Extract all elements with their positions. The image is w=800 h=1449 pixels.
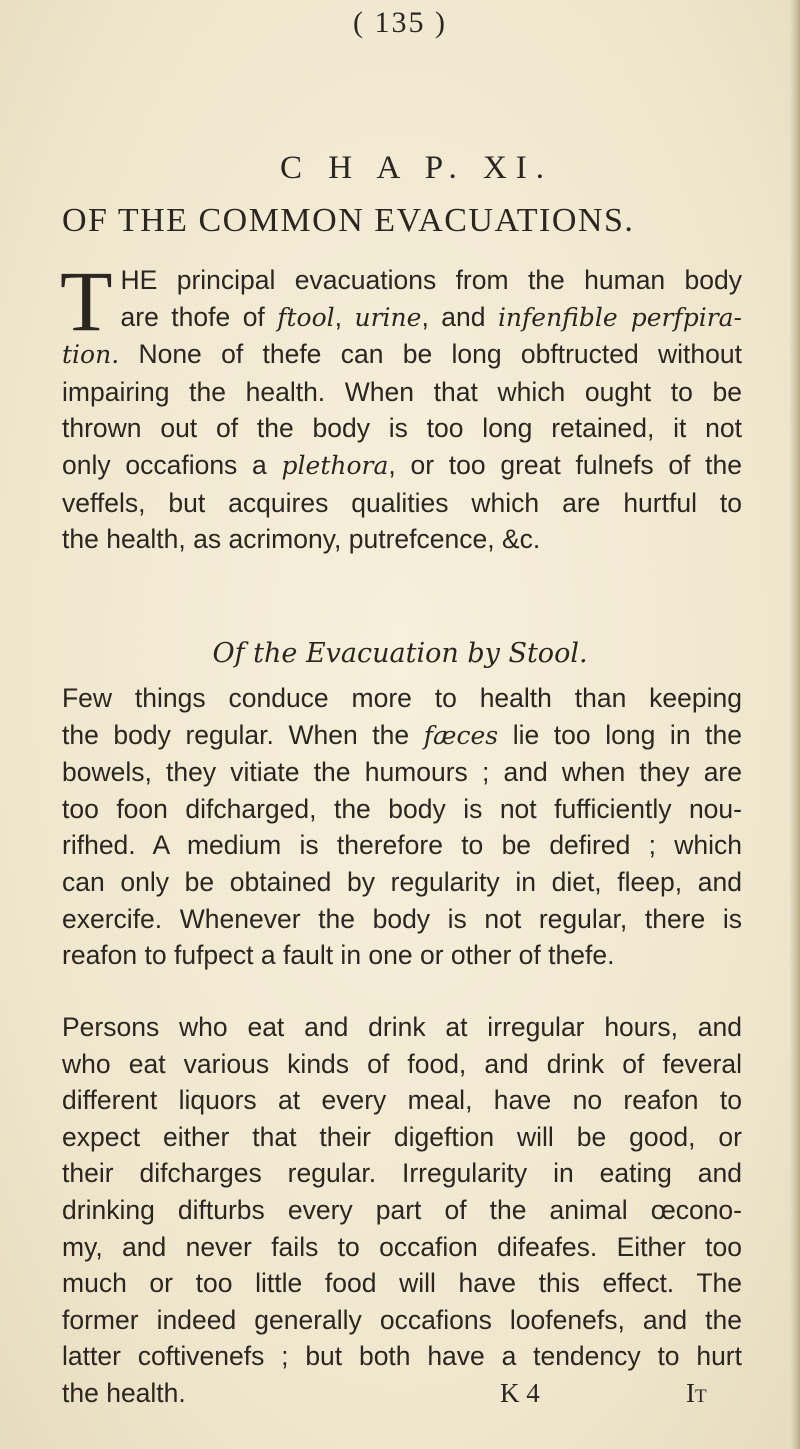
page-edge xyxy=(790,0,800,1449)
text-line: impairing the health. When that which ought to be xyxy=(62,376,742,407)
text-line: different liquors at every meal, have no reafon to xyxy=(62,1085,742,1116)
text-line: thrown out of the body is too long retained, it not xyxy=(62,413,742,444)
catchword: It xyxy=(686,1378,707,1408)
italic-term: ftool xyxy=(277,302,335,332)
text-line: latter coftivenefs ; but both have a tendency to hurt xyxy=(62,1341,742,1372)
text-line: can only be obtained by regularity in diet, fleep, and xyxy=(62,866,742,897)
text-line: tion. None of thefe can be long obftructed without xyxy=(62,339,742,370)
text-line: too foon difcharged, the body is not fufficiently nou- xyxy=(62,793,742,824)
text-line: bowels, they vitiate the humours ; and when they are xyxy=(62,757,742,788)
italic-term: tion. xyxy=(62,340,120,370)
text-line: exercife. Whenever the body is not regular, there is xyxy=(62,903,742,934)
text-line: Persons who eat and drink at irregular hours, and xyxy=(62,1012,742,1042)
section-heading: Of the Evacuation by Stool. xyxy=(212,638,588,669)
paragraph-3 xyxy=(62,1009,742,1412)
text-line: drinking difturbs every part of the animal œcono- xyxy=(62,1194,742,1225)
text-line: much or too little food will have this effect. The xyxy=(62,1268,742,1299)
text-line: Few things conduce more to health than keeping xyxy=(62,683,742,713)
text-line: my, and never fails to occafion difeafes. Either too xyxy=(62,1231,742,1262)
text-line: the body regular. When the fæces lie too long in the xyxy=(62,719,742,750)
paragraph-2 xyxy=(62,680,742,974)
chapter-number: C H A P. XI. xyxy=(280,150,554,186)
text-line: veffels, but acquires qualities which are hurtful to xyxy=(62,487,742,518)
text-line: the health. xyxy=(62,1377,186,1408)
signature-mark: K 4 xyxy=(500,1378,540,1408)
text-line: who eat various kinds of food, and drink of feveral xyxy=(62,1048,742,1079)
text-line: only occafions a plethora, or too great fulnefs of the xyxy=(62,449,742,480)
text-line: former indeed generally occafions loofenefs, and the xyxy=(62,1304,742,1335)
page-number: ( 135 ) xyxy=(353,6,447,39)
text-line: rifhed. A medium is therefore to be defired ; which xyxy=(62,830,742,861)
text-line: reafon to fufpect a fault in one or other of thefe. xyxy=(62,940,615,971)
paragraph-1 xyxy=(60,253,742,558)
text-line: are thofe of ftool, urine, and infenfible perfpira- xyxy=(120,301,742,332)
chapter-title: OF THE COMMON EVACUATIONS. xyxy=(62,202,635,239)
italic-term: fæces xyxy=(423,720,499,750)
italic-term: plethora xyxy=(281,450,389,480)
text-line: their difcharges regular. Irregularity in eating and xyxy=(62,1158,742,1189)
text-line: HE principal evacuations from the human body xyxy=(120,265,742,295)
drop-cap: T xyxy=(60,253,113,349)
italic-term: infenfible perfpira- xyxy=(497,302,742,332)
text-line: expect either that their digeftion will be good, or xyxy=(62,1121,742,1152)
text-line: the health, as acrimony, putrefcence, &c. xyxy=(62,524,541,555)
italic-term: urine xyxy=(354,302,422,332)
